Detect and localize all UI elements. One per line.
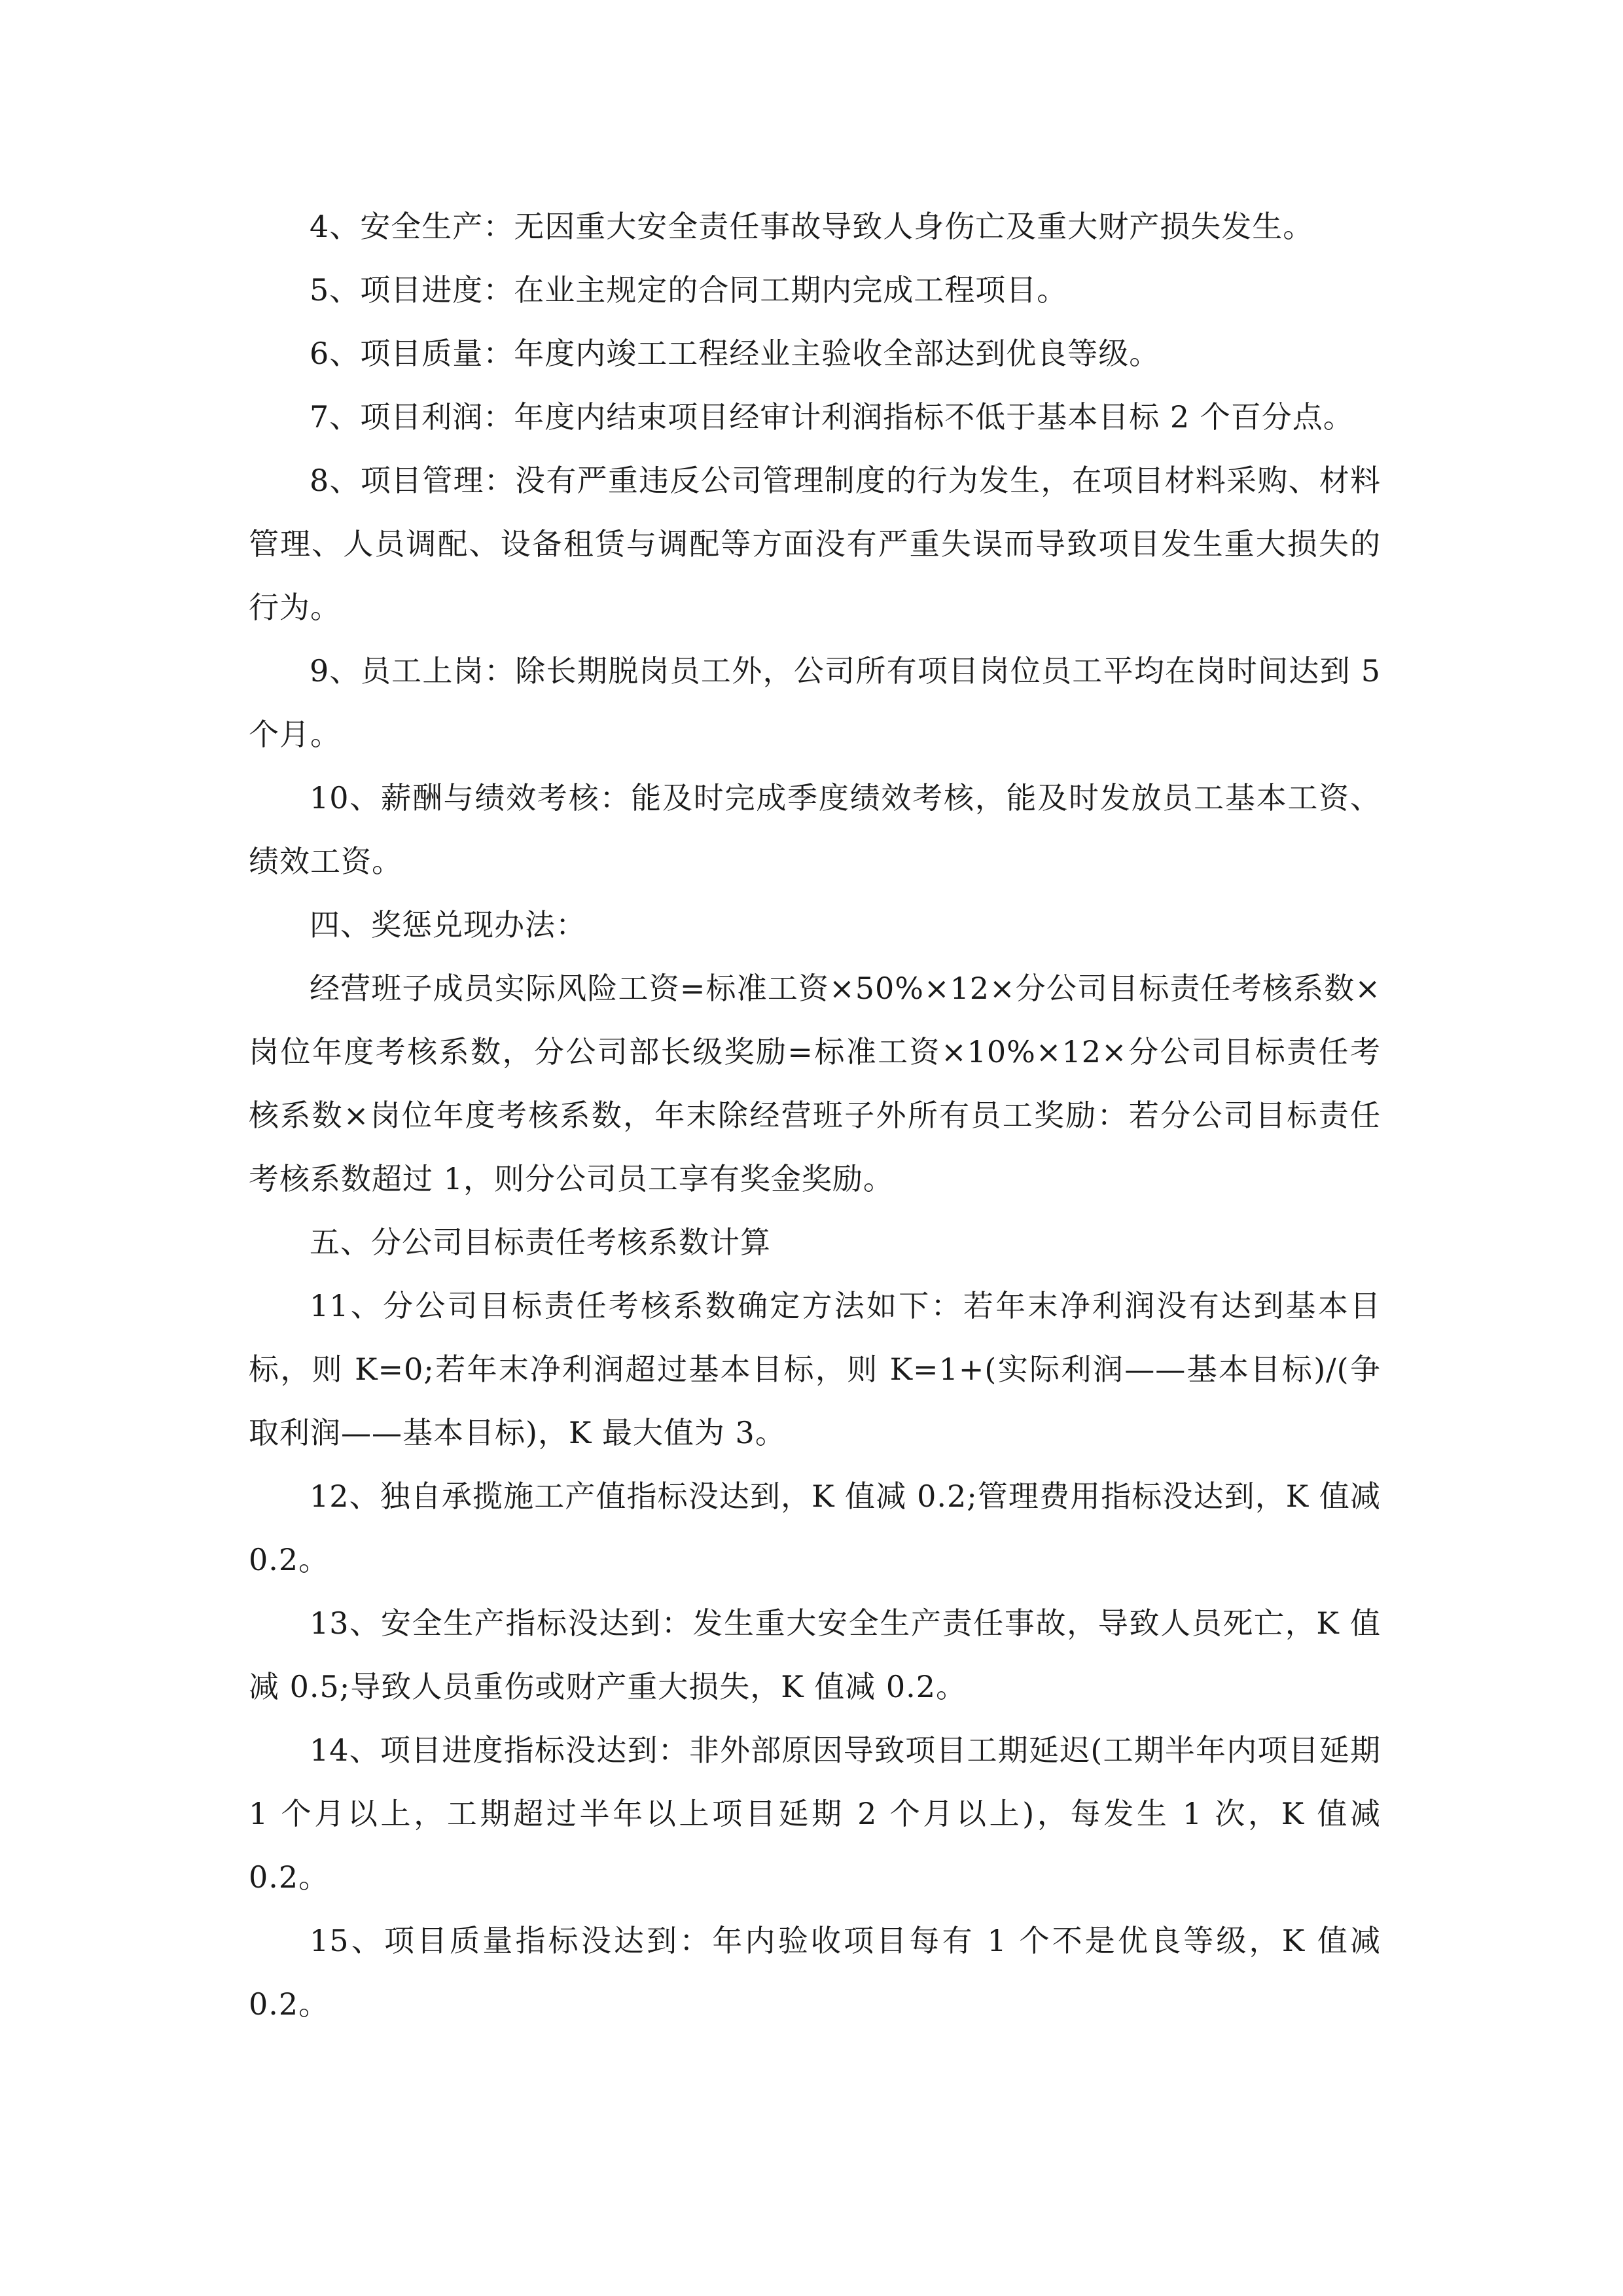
paragraph-reward-formula: 经营班子成员实际风险工资=标准工资×50%×12×分公司目标责任考核系数×岗位年度考核系数，分公司部长级奖励=标准工资×10%×12×分公司目标责任考核系数×岗位年度考核系数，年末除经营班子外所有员工奖励：若分公司目标责任考核系数超过 1，则分公司员工享有奖金奖励。 [249,971,1381,1196]
paragraph-safety-production: 4、安全生产：无因重大安全责任事故导致人身伤亡及重大财产损失发生。 [310,209,1314,244]
paragraph-schedule-deduction: 14、项目进度指标没达到：非外部原因导致项目工期延迟(工期半年内项目延期 1 个月以上，工期超过半年以上项目延期 2 个月以上)，每发生 1 次，K 值减 0.2。 [249,1732,1382,1895]
paragraph-staff-attendance: 9、员工上岗：除长期脱岗员工外，公司所有项目岗位员工平均在岗时间达到 5 个月。 [249,653,1381,752]
paragraph-output-cost-deduction: 12、独自承揽施工产值指标没达到，K 值减 0.2;管理费用指标没达到，K 值减 0.2。 [249,1479,1381,1577]
paragraph-coefficient-method: 11、分公司目标责任考核系数确定方法如下：若年末净利润没有达到基本目标，则 K=0;若年末净利润超过基本目标，则 K=1+(实际利润——基本目标)/(争取利润——基本目标)，K 最大值为 3。 [249,1288,1381,1450]
paragraph-project-profit: 7、项目利润：年度内结束项目经审计利润指标不低于基本目标 2 个百分点。 [310,399,1354,435]
paragraph-salary-performance: 10、薪酬与绩效考核：能及时完成季度绩效考核，能及时发放员工基本工资、绩效工资。 [249,780,1381,879]
paragraph-project-schedule: 5、项目进度：在业主规定的合同工期内完成工程项目。 [310,272,1068,308]
paragraph-safety-deduction: 13、安全生产指标没达到：发生重大安全生产责任事故，导致人员死亡，K 值减 0.5;导致人员重伤或财产重大损失，K 值减 0.2。 [249,1605,1381,1704]
section-heading-coefficient: 五、分公司目标责任考核系数计算 [310,1225,771,1260]
paragraph-project-quality: 6、项目质量：年度内竣工工程经业主验收全部达到优良等级。 [310,336,1160,371]
document-body [249,195,1381,2036]
paragraph-project-management: 8、项目管理：没有严重违反公司管理制度的行为发生，在项目材料采购、材料管理、人员调配、设备租赁与调配等方面没有严重失误而导致项目发生重大损失的行为。 [249,463,1381,625]
paragraph-quality-deduction: 15、项目质量指标没达到：年内验收项目每有 1 个不是优良等级，K 值减 0.2。 [249,1923,1381,2022]
section-heading-rewards: 四、奖惩兑现办法： [310,907,586,942]
